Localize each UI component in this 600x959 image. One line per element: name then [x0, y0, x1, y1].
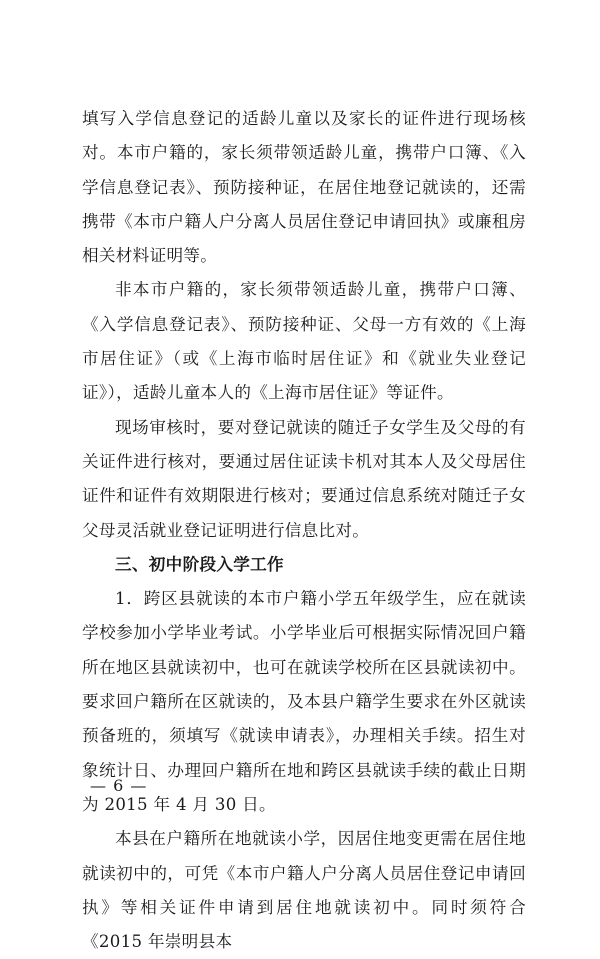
paragraph-registration-check: 填写入学信息登记的适龄儿童以及家长的证件进行现场核对。本市户籍的，家长须带领适龄儿童，携带户口簿、《入学信息登记表》、预防接种证，在居住地登记就读的，还需携带《本市户籍人户分离人员居住登记申请回执》或廉租房相关材料证明等。 [82, 109, 526, 266]
section-heading-junior-high: 三、初中阶段入学工作 [115, 554, 284, 574]
paragraph-residence-change: 本县在户籍所在地就读小学，因居住地变更需在居住地就读初中的，可凭《本市户籍人户分离人员居住登记申请回执》等相关证件申请到居住地就读初中。同时须符合《2015 年崇明县本 [82, 829, 526, 952]
paragraph-onsite-review: 现场审核时，要对登记就读的随迁子女学生及父母的有关证件进行核对，要通过居住证读卡机对其本人及父母居住证件和证件有效期限进行核对；要通过信息系统对随迁子女父母灵活就业登记证明进行信息比对。 [82, 417, 526, 540]
page-number: — 6 — [90, 776, 148, 795]
paragraph-non-local-requirements: 非本市户籍的，家长须带领适龄儿童，携带户口簿、《入学信息登记表》、预防接种证、父母一方有效的《上海市居住证》（或《上海市临时居住证》和《就业失业登记证》），适龄儿童本人的《上海市居住证》等证件。 [82, 280, 526, 403]
paragraph-cross-district-students: 1．跨区县就读的本市户籍小学五年级学生，应在就读学校参加小学毕业考试。小学毕业后可根据实际情况回户籍所在地区县就读初中，也可在就读学校所在区县就读初中。要求回户籍所在区就读的，及本县户籍学生要求在外区就读预备班的，须填写《就读申请表》，办理相关手续。招生对象统计日、办理回户籍所在地和跨区县就读手续的截止日期为 2015 年 4 月 30 日。 [82, 589, 526, 814]
document-body [82, 102, 526, 959]
